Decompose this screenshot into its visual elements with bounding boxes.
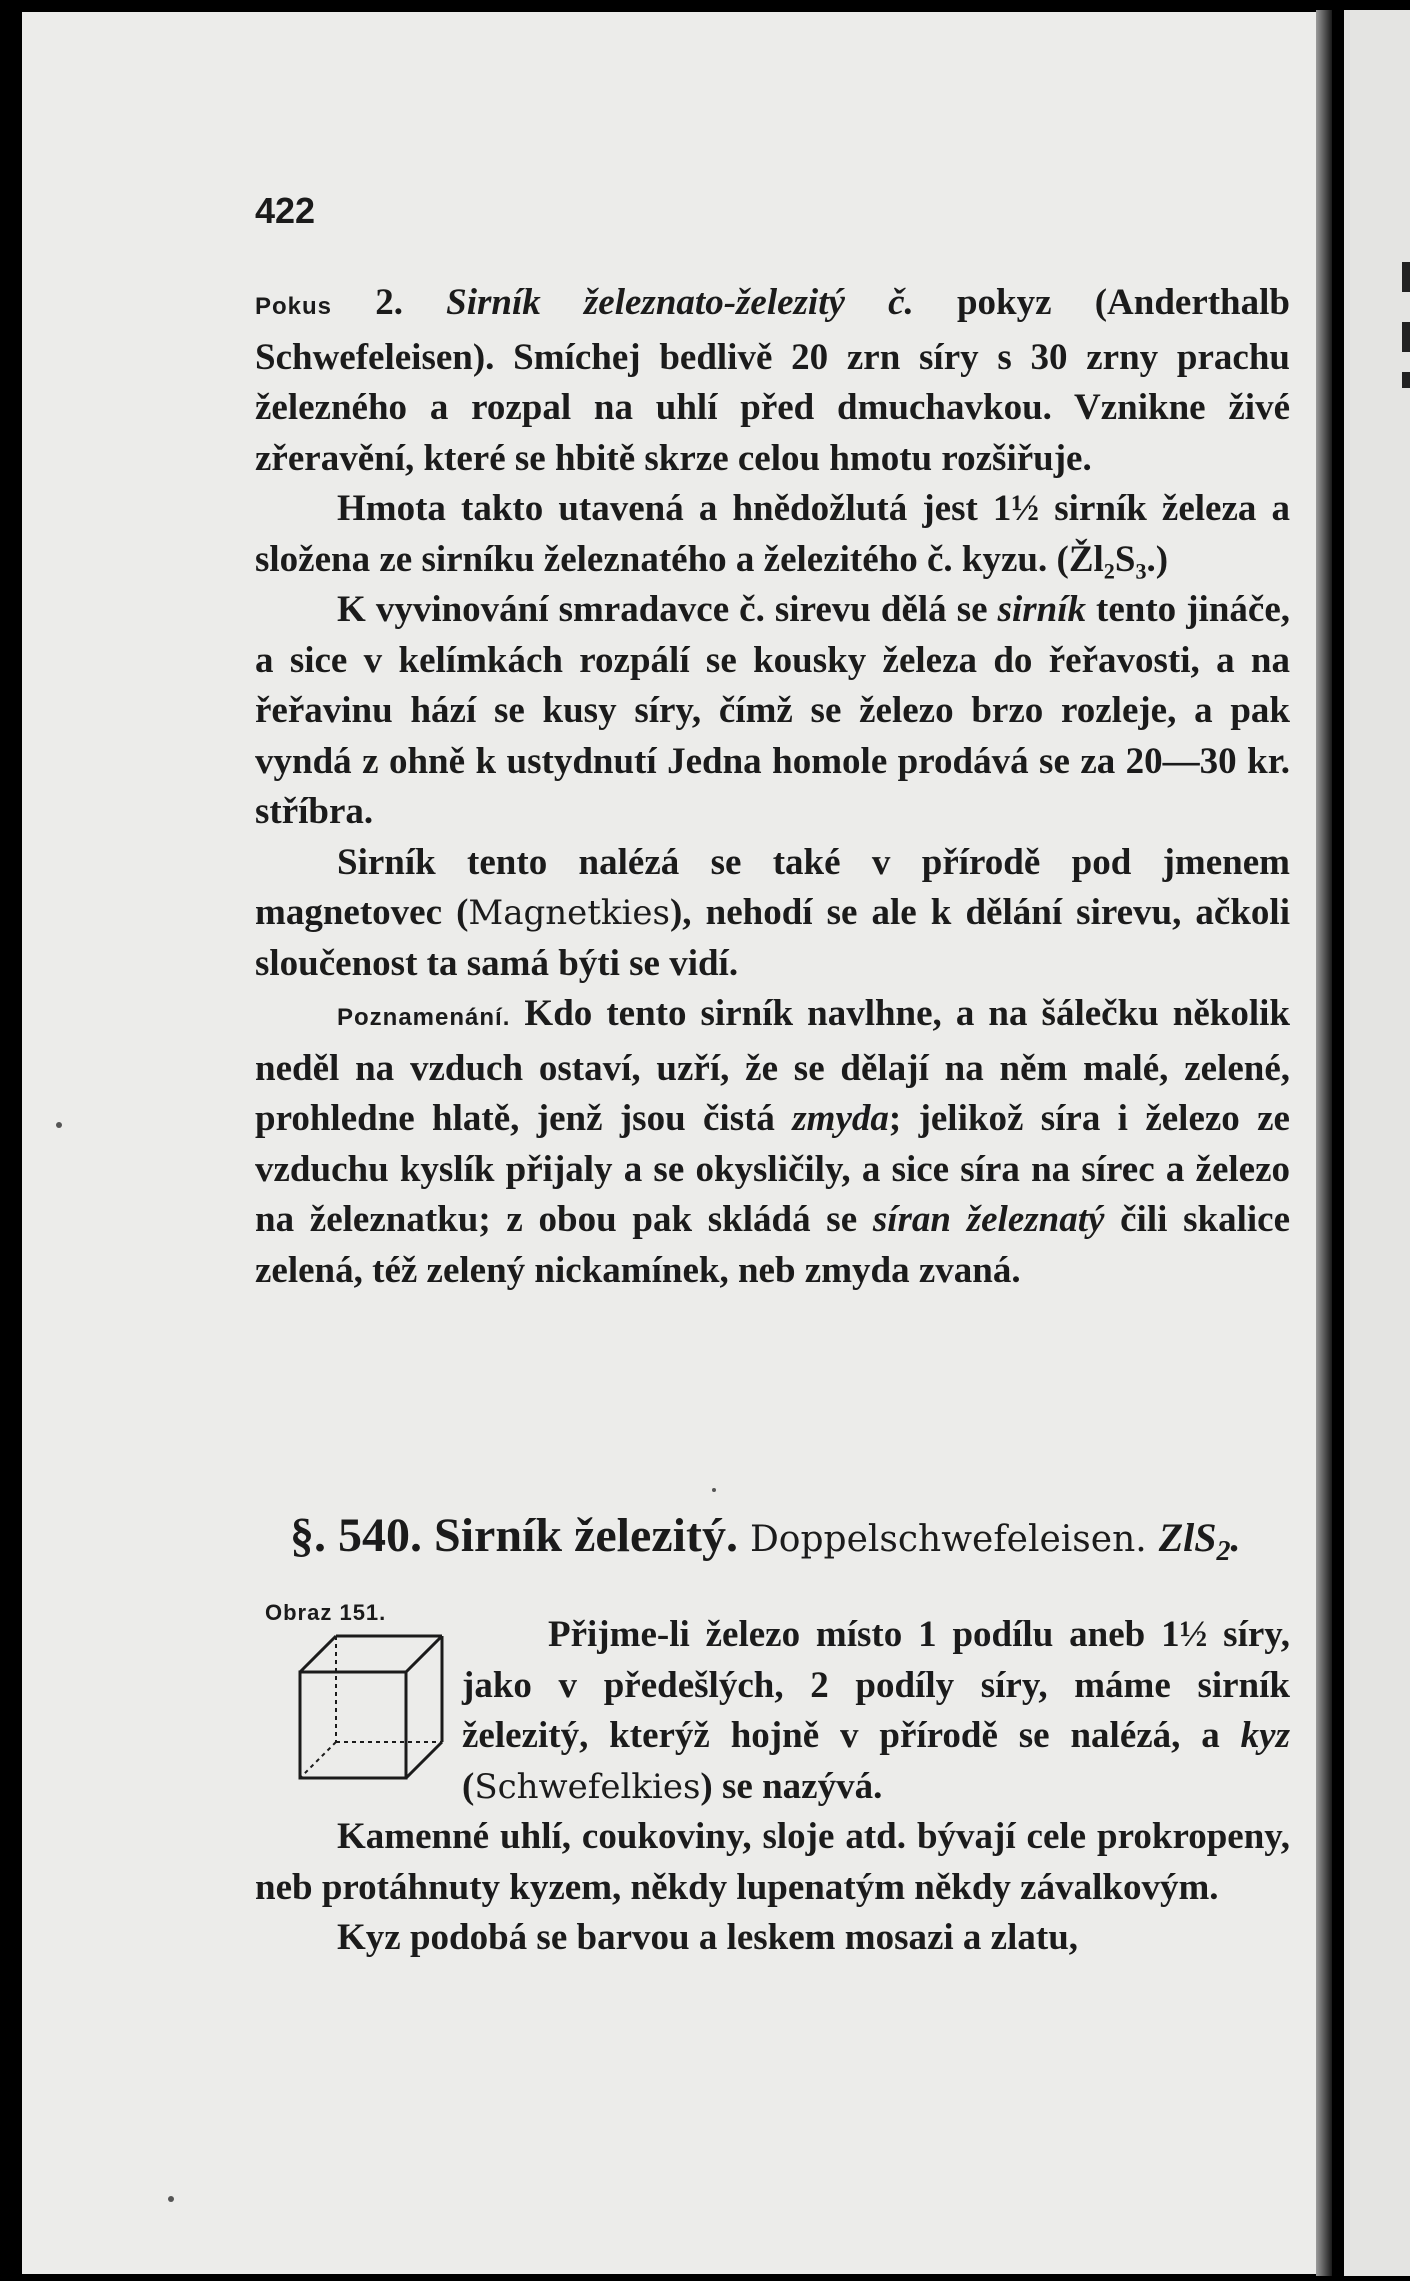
text-run: Sirník tento nalézá se také v přírodě pod jmenem magnetovec ( <box>255 841 1290 933</box>
text-run: ; jelikož síra i železo ze vzduchu kyslík přijaly a se okysličily, a sice síra na sírec a železo na železnatku; z obou pak skládá se <box>255 1098 1290 1240</box>
italic-term: sirník <box>997 589 1086 630</box>
pokus-title: Sirník železnato-železitý <box>446 282 845 323</box>
page-speck <box>168 2196 174 2202</box>
next-page-glyph <box>1402 262 1410 292</box>
paragraph-prijme <box>462 1610 1290 1812</box>
next-page-glyph <box>1402 322 1410 352</box>
formula-subscript: 2 <box>1216 1536 1231 1567</box>
section-title: Sirník železitý. <box>434 1509 738 1562</box>
page-fold-shadow <box>1316 10 1332 2276</box>
figure-label: Obraz 151. <box>265 1600 387 1625</box>
formula-end: . <box>1230 1515 1241 1560</box>
text-run: Kdo tento sirník navlhne, a na šálečku několik neděl na vzduch ostaví, uzří, že se dělají na něm malé, zelené, prohledne hlatě, jenž jsou čistá <box>255 993 1290 1139</box>
page-number: 422 <box>255 190 316 231</box>
pokus-number: 2. <box>375 282 403 323</box>
page-speck <box>56 1122 62 1128</box>
paragraph-kyz: Kyz podobá se barvou a leskem mosazi a zlatu, <box>337 1917 1079 1958</box>
italic-term: kyz <box>1240 1715 1290 1756</box>
section-number: §. 540. <box>290 1509 422 1562</box>
section-german: Doppelschwefeleisen. <box>749 1519 1147 1560</box>
cube-edge <box>406 1742 442 1778</box>
text-run: čili skalice zelená, též zelený nickamínek, neb zmyda zvaná. <box>255 1199 1290 1291</box>
pokus-label: Pokus <box>255 293 333 320</box>
gothic-term: Schwefelkies <box>474 1766 701 1807</box>
note-label: Poznamenání. <box>337 1004 511 1031</box>
text-run: K vyvinování smradavce č. sirevu dělá se <box>337 589 998 630</box>
cube-hidden-edge <box>300 1742 336 1778</box>
paragraph-kamenne: Kamenné uhlí, coukoviny, sloje atd. bývají cele prokropeny, neb protáhnuty kyzem, někdy lupenatým někdy závalkovým. <box>255 1816 1290 1908</box>
cube-edge <box>406 1636 442 1672</box>
page-speck <box>712 1488 716 1492</box>
section-heading <box>290 1508 1290 1568</box>
cube-front-face <box>300 1672 406 1778</box>
section-formula <box>1158 1515 1241 1567</box>
text-run: Přijme-li železo místo 1 podílu aneb 1½ síry, jako v předešlých, 2 podíly síry, máme sirník železitý, kterýž hojně v přírodě se nalézá, a <box>462 1614 1290 1756</box>
text-run: ( <box>462 1765 475 1807</box>
closing-text <box>255 1812 1290 1964</box>
italic-term: zmyda <box>792 1098 889 1139</box>
paragraph-magnetovec <box>255 838 1290 990</box>
gothic-term: Magnetkies <box>468 893 670 933</box>
cube-figure <box>296 1632 446 1782</box>
text-run: tento jináče, a sice v kelímkách rozpálí se kousky železa do řeřavosti, a na řeřavinu hází se kusy síry, čímž se železo brzo rozleje, a pak vyndá z ohně k ustydnutí Jedna homole prodává se za 20—30 kr. stříbra. <box>255 589 1290 832</box>
next-page-glyph <box>1402 372 1410 388</box>
paragraph-hmota: Hmota takto utavená a hnědožlutá jest 1½ sirník železa a složena ze sirníku železnatého a železitého č. kyzu. (Žl₂S₃.) <box>255 488 1290 580</box>
pokus-rest: pokyz (Anderthalb Schwefeleisen). Smíchej bedlivě 20 zrn síry s 30 zrny prachu železného a rozpal na uhlí před dmuchavkou. Vznikne živé zřeravění, které se hbitě skrze celou hmotu rozšiřuje. <box>255 282 1290 479</box>
cube-edge <box>300 1636 336 1672</box>
italic-term: síran železnatý <box>872 1199 1105 1240</box>
paragraph-poznamenani <box>255 989 1290 1296</box>
paragraph-pokus <box>255 278 1290 484</box>
pokus-abbr: č. <box>888 282 914 323</box>
text-run: ), nehodí se ale k dělání sirevu, ačkoli sloučenost ta samá býti se vidí. <box>255 892 1290 984</box>
formula-text: ZlS <box>1158 1515 1217 1560</box>
paragraph-prijme-text <box>462 1610 1290 1812</box>
experiment-text <box>255 278 1290 1296</box>
text-run: ) se nazývá. <box>700 1765 883 1807</box>
paragraph-vyvinovani <box>255 585 1290 838</box>
next-page-edge <box>1344 10 1410 2276</box>
